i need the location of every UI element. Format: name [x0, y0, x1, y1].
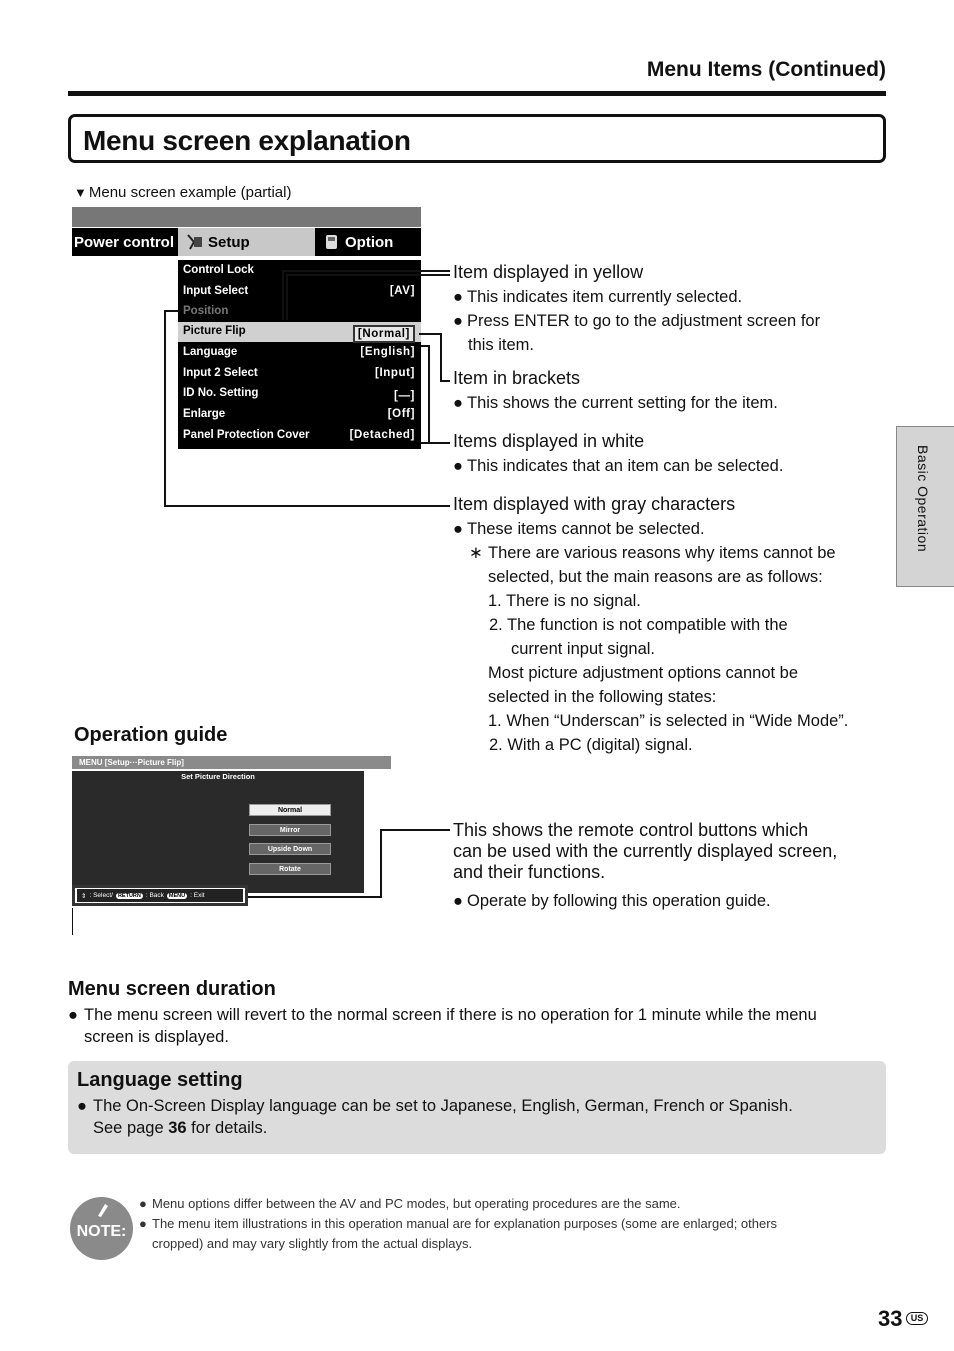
callout-text: 2. With a PC (digital) signal. [489, 736, 693, 754]
callout-text: These items cannot be selected. [467, 520, 705, 538]
language-line: See page [93, 1119, 169, 1137]
callout-white-heading: Items displayed in white [453, 431, 645, 451]
menu-item-label: Input Select [183, 285, 249, 297]
callout-text: selected in the following states: [488, 688, 717, 706]
bullet-icon: ● [139, 1216, 147, 1231]
operation-guide-description [453, 820, 883, 913]
menu-item-value: [English] [360, 346, 415, 358]
note-line: Menu options differ between the AV and PC modes, but operating procedures are the same. [152, 1196, 681, 1211]
guide-back-text: : Back [145, 892, 164, 899]
menu-item-value: [—] [394, 390, 415, 402]
duration-line: screen is displayed. [84, 1028, 229, 1046]
og-desc-line: and their functions. [453, 862, 606, 882]
callout-text: 1. When “Underscan” is selected in “Wide Mode”. [488, 712, 849, 730]
bullet-icon: ● [77, 1097, 87, 1115]
tab-option-label: Option [345, 233, 394, 251]
language-heading: Language setting [77, 1069, 243, 1091]
menu-item-disabled [178, 302, 421, 322]
callout-text: This shows the current setting for the item. [467, 394, 778, 412]
tab-setup-label: Setup [208, 233, 250, 251]
callout-text: Most picture adjustment options cannot be [488, 664, 799, 682]
updown-arrow-icon: ⇕ [81, 892, 87, 900]
callout-yellow [453, 262, 883, 357]
duration-text [68, 1004, 888, 1048]
note-label: NOTE: [76, 1223, 127, 1240]
og-desc-line: can be used with the currently displayed screen, [453, 841, 838, 861]
menu-top-bar [72, 207, 421, 227]
bullet-icon: ● [453, 457, 463, 475]
callout-text: 1. There is no signal. [488, 592, 641, 610]
menu-item-label: ID No. Setting [183, 387, 259, 399]
callout-text: Operate by following this operation guide. [467, 892, 771, 910]
language-line: for details. [186, 1119, 268, 1137]
language-line: The On-Screen Display language can be set to Japanese, English, German, French or Spanish. [93, 1097, 793, 1115]
menu-item [178, 364, 421, 384]
menu-item-list [178, 260, 421, 449]
return-button-icon: RETURN [117, 892, 141, 899]
bullet-icon: ● [453, 520, 463, 538]
title-box [68, 114, 886, 163]
note-line: cropped) and may vary slightly from the actual displays. [152, 1236, 473, 1251]
menu-item [178, 343, 421, 363]
option-upside-down: Upside Down [249, 843, 331, 855]
bullet-icon: ● [453, 394, 463, 412]
menu-item [178, 426, 421, 446]
bullet-icon: ● [453, 312, 463, 330]
menu-item [178, 405, 421, 425]
page-reference: 36 [168, 1119, 187, 1137]
duration-heading: Menu screen duration [68, 978, 276, 1000]
bullet-icon: ● [68, 1006, 78, 1024]
option-rotate: Rotate [249, 863, 331, 875]
callout-text: This indicates item currently selected. [467, 288, 743, 306]
example-caption [74, 184, 291, 201]
side-tab-label: Basic Operation [915, 445, 931, 553]
menu-item-value: [AV] [389, 285, 415, 297]
guide-exit-text: : Exit [190, 892, 205, 899]
page-title: Menu screen explanation [83, 125, 411, 156]
bullet-icon: ● [139, 1196, 147, 1211]
menu-item-label: Control Lock [183, 264, 254, 276]
section-heading: Menu Items (Continued) [646, 58, 886, 81]
callout-brackets-heading: Item in brackets [453, 368, 581, 388]
callout-gray [453, 494, 893, 757]
menu-item-label: Picture Flip [183, 325, 246, 337]
tab-setup [178, 228, 315, 256]
callout-text: Press ENTER to go to the adjustment screen for [467, 312, 821, 330]
callout-text: There are various reasons why items cannot be [488, 544, 836, 562]
og-desc-line: This shows the remote control buttons which [453, 820, 809, 840]
menu-item-value: [Off] [387, 408, 415, 420]
callout-text: This indicates that an item can be selected. [467, 457, 784, 475]
side-tab [896, 426, 954, 587]
callout-white [453, 431, 883, 478]
operation-guide-bar [72, 885, 248, 906]
duration-line: The menu screen will revert to the normal screen if there is no operation for 1 minute while the menu [84, 1006, 817, 1024]
tab-power-control [72, 228, 178, 256]
menu-item [178, 384, 421, 404]
option-mirror: Mirror [249, 824, 331, 836]
callout-text: selected, but the main reasons are as follows: [488, 568, 823, 586]
tab-option [315, 228, 421, 256]
bullet-icon: ● [453, 288, 463, 306]
note-text [139, 1194, 879, 1254]
operation-guide-title: Operation guide [74, 724, 228, 746]
callout-text: current input signal. [511, 640, 655, 658]
callout-text: this item. [468, 336, 535, 354]
menu-item-label: Input 2 Select [183, 367, 258, 379]
menu-item-label: Language [183, 346, 238, 358]
menu-tabs [72, 228, 421, 256]
callout-brackets [453, 368, 883, 415]
callout-gray-heading: Item displayed with gray characters [453, 494, 736, 514]
operation-guide-menu-bar: MENU [Setup···Picture Flip] [72, 756, 391, 769]
note-line: The menu item illustrations in this operation manual are for explanation purposes (some are enlarged; others [152, 1216, 778, 1231]
option-normal: Normal [249, 804, 331, 816]
operation-guide-screen [72, 771, 364, 893]
menu-button-icon: MENU [168, 892, 186, 899]
menu-item-label: Panel Protection Cover [183, 429, 310, 441]
menu-item-value: [Input] [375, 367, 415, 379]
callout-yellow-heading: Item displayed in yellow [453, 262, 644, 282]
menu-item-selected [178, 322, 421, 342]
example-caption-text: Menu screen example (partial) [88, 184, 292, 201]
menu-item-label: Enlarge [183, 408, 226, 420]
callout-text: 2. The function is not compatible with the [489, 616, 788, 634]
language-text [77, 1095, 877, 1139]
option-icon [323, 233, 341, 251]
header-rule [68, 91, 886, 96]
bullet-icon: ● [453, 892, 463, 910]
menu-item-label: Position [183, 305, 229, 317]
menu-item [178, 282, 421, 302]
triangle-down-icon: ▼ [74, 185, 87, 200]
operation-guide-subtitle: Set Picture Direction [181, 772, 255, 781]
asterisk-icon: ∗ [469, 544, 483, 562]
tab-power-label: Power control [74, 233, 175, 251]
pencil-icon [95, 1202, 109, 1218]
region-badge: US [906, 1312, 928, 1325]
page-number: 33 [878, 1306, 903, 1331]
menu-item-value: [Detached] [349, 429, 415, 441]
note-badge [70, 1197, 133, 1260]
menu-item-value: [Normal] [353, 325, 415, 343]
guide-select-text: : Select/ [89, 892, 113, 899]
setup-icon [186, 233, 204, 251]
